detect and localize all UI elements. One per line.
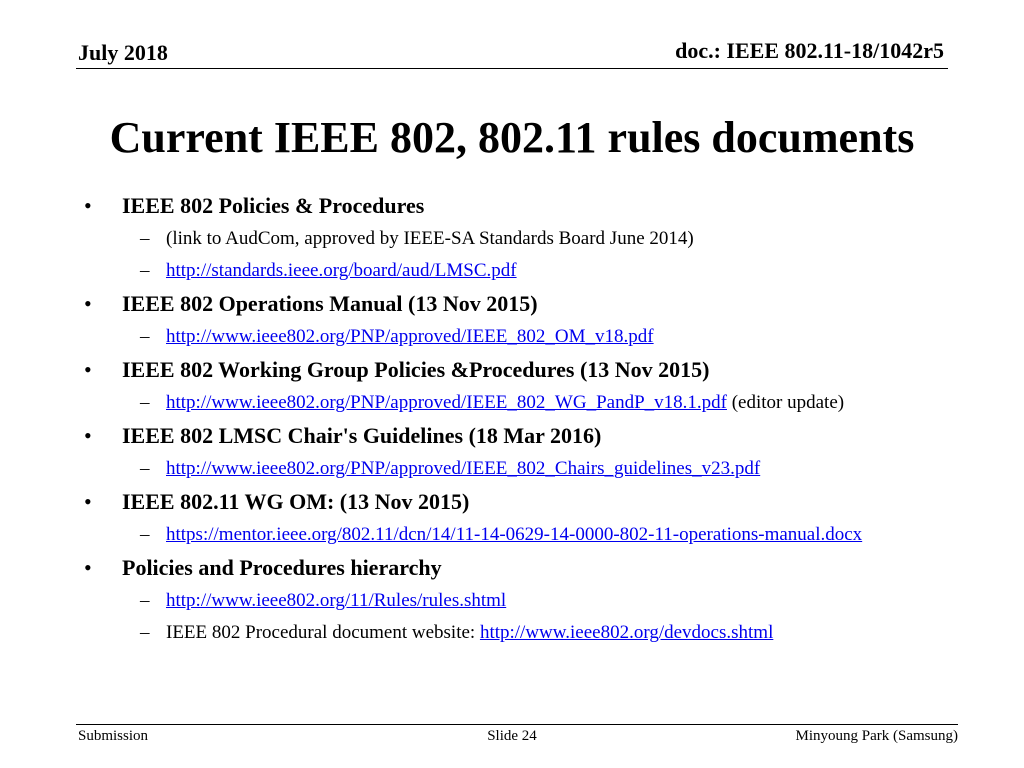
sub-item — [84, 522, 924, 548]
sub-item — [84, 456, 924, 482]
sub-item-dash: – — [140, 392, 150, 413]
document-link[interactable]: http://www.ieee802.org/PNP/approved/IEEE_802_WG_PandP_v18.1.pdf — [166, 392, 727, 413]
bullet-label: IEEE 802 LMSC Chair's Guidelines (18 Mar 2016) — [122, 423, 602, 448]
document-link[interactable]: http://www.ieee802.org/PNP/approved/IEEE_802_Chairs_guidelines_v23.pdf — [166, 458, 761, 479]
sub-item-dash: – — [140, 458, 150, 479]
document-link[interactable]: http://www.ieee802.org/devdocs.shtml — [479, 622, 774, 643]
footer-author: Minyoung Park (Samsung) — [795, 728, 958, 744]
sub-item — [84, 226, 924, 252]
bullet-label: IEEE 802 Policies & Procedures — [122, 193, 425, 218]
bullet-item — [84, 290, 924, 318]
document-link[interactable]: http://www.ieee802.org/11/Rules/rules.shtml — [166, 590, 507, 611]
sub-item — [84, 588, 924, 614]
header-doc-id: doc.: IEEE 802.11-18/1042r5 — [675, 38, 944, 63]
bullet-marker: • — [84, 291, 92, 316]
sub-item-text: (link to AudCom, approved by IEEE-SA Standards Board June 2014) — [166, 228, 694, 249]
bullet-marker: • — [84, 489, 92, 514]
sub-item-dash: – — [140, 622, 150, 643]
sub-item-dash: – — [140, 228, 150, 249]
footer-submission: Submission — [78, 728, 149, 744]
bullet-item — [84, 554, 924, 582]
slide-title: Current IEEE 802, 802.11 rules documents — [109, 113, 915, 162]
bullet-marker: • — [84, 357, 92, 382]
header-date: July 2018 — [78, 40, 168, 65]
bullet-label: IEEE 802 Operations Manual (13 Nov 2015) — [122, 291, 538, 316]
bullet-marker: • — [84, 555, 92, 580]
footer-divider — [76, 724, 958, 725]
bullet-list — [84, 186, 924, 646]
sub-item-suffix: (editor update) — [726, 392, 845, 413]
sub-item — [84, 390, 924, 416]
sub-item — [84, 324, 924, 350]
sub-item-prefix: IEEE 802 Procedural document website: — [166, 622, 480, 643]
header-divider — [76, 68, 948, 69]
bullet-item — [84, 192, 924, 220]
bullet-label: Policies and Procedures hierarchy — [122, 555, 442, 580]
sub-item — [84, 258, 924, 284]
sub-item — [84, 620, 924, 646]
footer-slide-number: Slide 24 — [487, 728, 537, 744]
document-link[interactable]: http://www.ieee802.org/PNP/approved/IEEE_802_OM_v18.pdf — [166, 326, 654, 347]
bullet-marker: • — [84, 423, 92, 448]
bullet-item — [84, 422, 924, 450]
sub-item-dash: – — [140, 590, 150, 611]
sub-item-dash: – — [140, 260, 150, 281]
bullet-label: IEEE 802.11 WG OM: (13 Nov 2015) — [122, 489, 470, 514]
bullet-label: IEEE 802 Working Group Policies &Procedures (13 Nov 2015) — [122, 357, 710, 382]
bullet-item — [84, 356, 924, 384]
bullet-item — [84, 488, 924, 516]
sub-item-dash: – — [140, 326, 150, 347]
sub-item-dash: – — [140, 524, 150, 545]
document-link[interactable]: https://mentor.ieee.org/802.11/dcn/14/11-14-0629-14-0000-802-11-operations-manual.docx — [166, 524, 863, 545]
document-link[interactable]: http://standards.ieee.org/board/aud/LMSC.pdf — [166, 260, 517, 281]
bullet-marker: • — [84, 193, 92, 218]
